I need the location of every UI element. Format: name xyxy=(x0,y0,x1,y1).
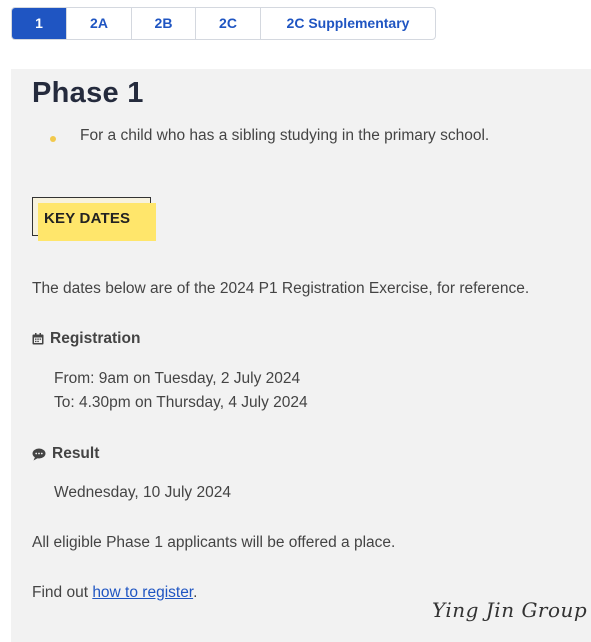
page-title: Phase 1 xyxy=(32,77,144,109)
tab-phase-1[interactable]: 1 xyxy=(12,8,66,39)
calendar-icon xyxy=(32,333,44,345)
how-to-register-link[interactable]: how to register xyxy=(92,584,194,601)
phase-panel xyxy=(11,69,591,642)
phase-tabs xyxy=(11,7,436,40)
offer-note: All eligible Phase 1 applicants will be offered a place. xyxy=(32,534,396,551)
key-dates-label: KEY DATES xyxy=(38,203,156,241)
find-out-prefix: Find out xyxy=(32,584,93,601)
registration-to: To: 4.30pm on Thursday, 4 July 2024 xyxy=(54,394,308,411)
eligibility-text: For a child who has a sibling studying in the primary school. xyxy=(80,127,490,144)
chat-bubble-icon xyxy=(32,448,46,461)
list-item xyxy=(50,127,490,144)
tab-phase-2c-supplementary[interactable]: 2C Supplementary xyxy=(260,8,435,39)
result-heading-label: Result xyxy=(52,445,100,462)
registration-heading-label: Registration xyxy=(50,330,141,347)
tab-phase-2a[interactable]: 2A xyxy=(66,8,131,39)
watermark-signature: Ying Jin Group xyxy=(432,598,588,622)
tab-phase-2b[interactable]: 2B xyxy=(131,8,195,39)
result-heading xyxy=(32,445,99,463)
tab-phase-2c[interactable]: 2C xyxy=(195,8,260,39)
registration-heading xyxy=(32,330,140,348)
intro-text: The dates below are of the 2024 P1 Registration Exercise, for reference. xyxy=(32,280,530,297)
key-dates-badge xyxy=(32,197,151,236)
registration-from: From: 9am on Tuesday, 2 July 2024 xyxy=(54,370,301,387)
result-date: Wednesday, 10 July 2024 xyxy=(54,484,231,501)
find-out-suffix: . xyxy=(193,584,198,601)
find-out-text xyxy=(32,584,197,602)
bullet-icon xyxy=(50,136,56,142)
